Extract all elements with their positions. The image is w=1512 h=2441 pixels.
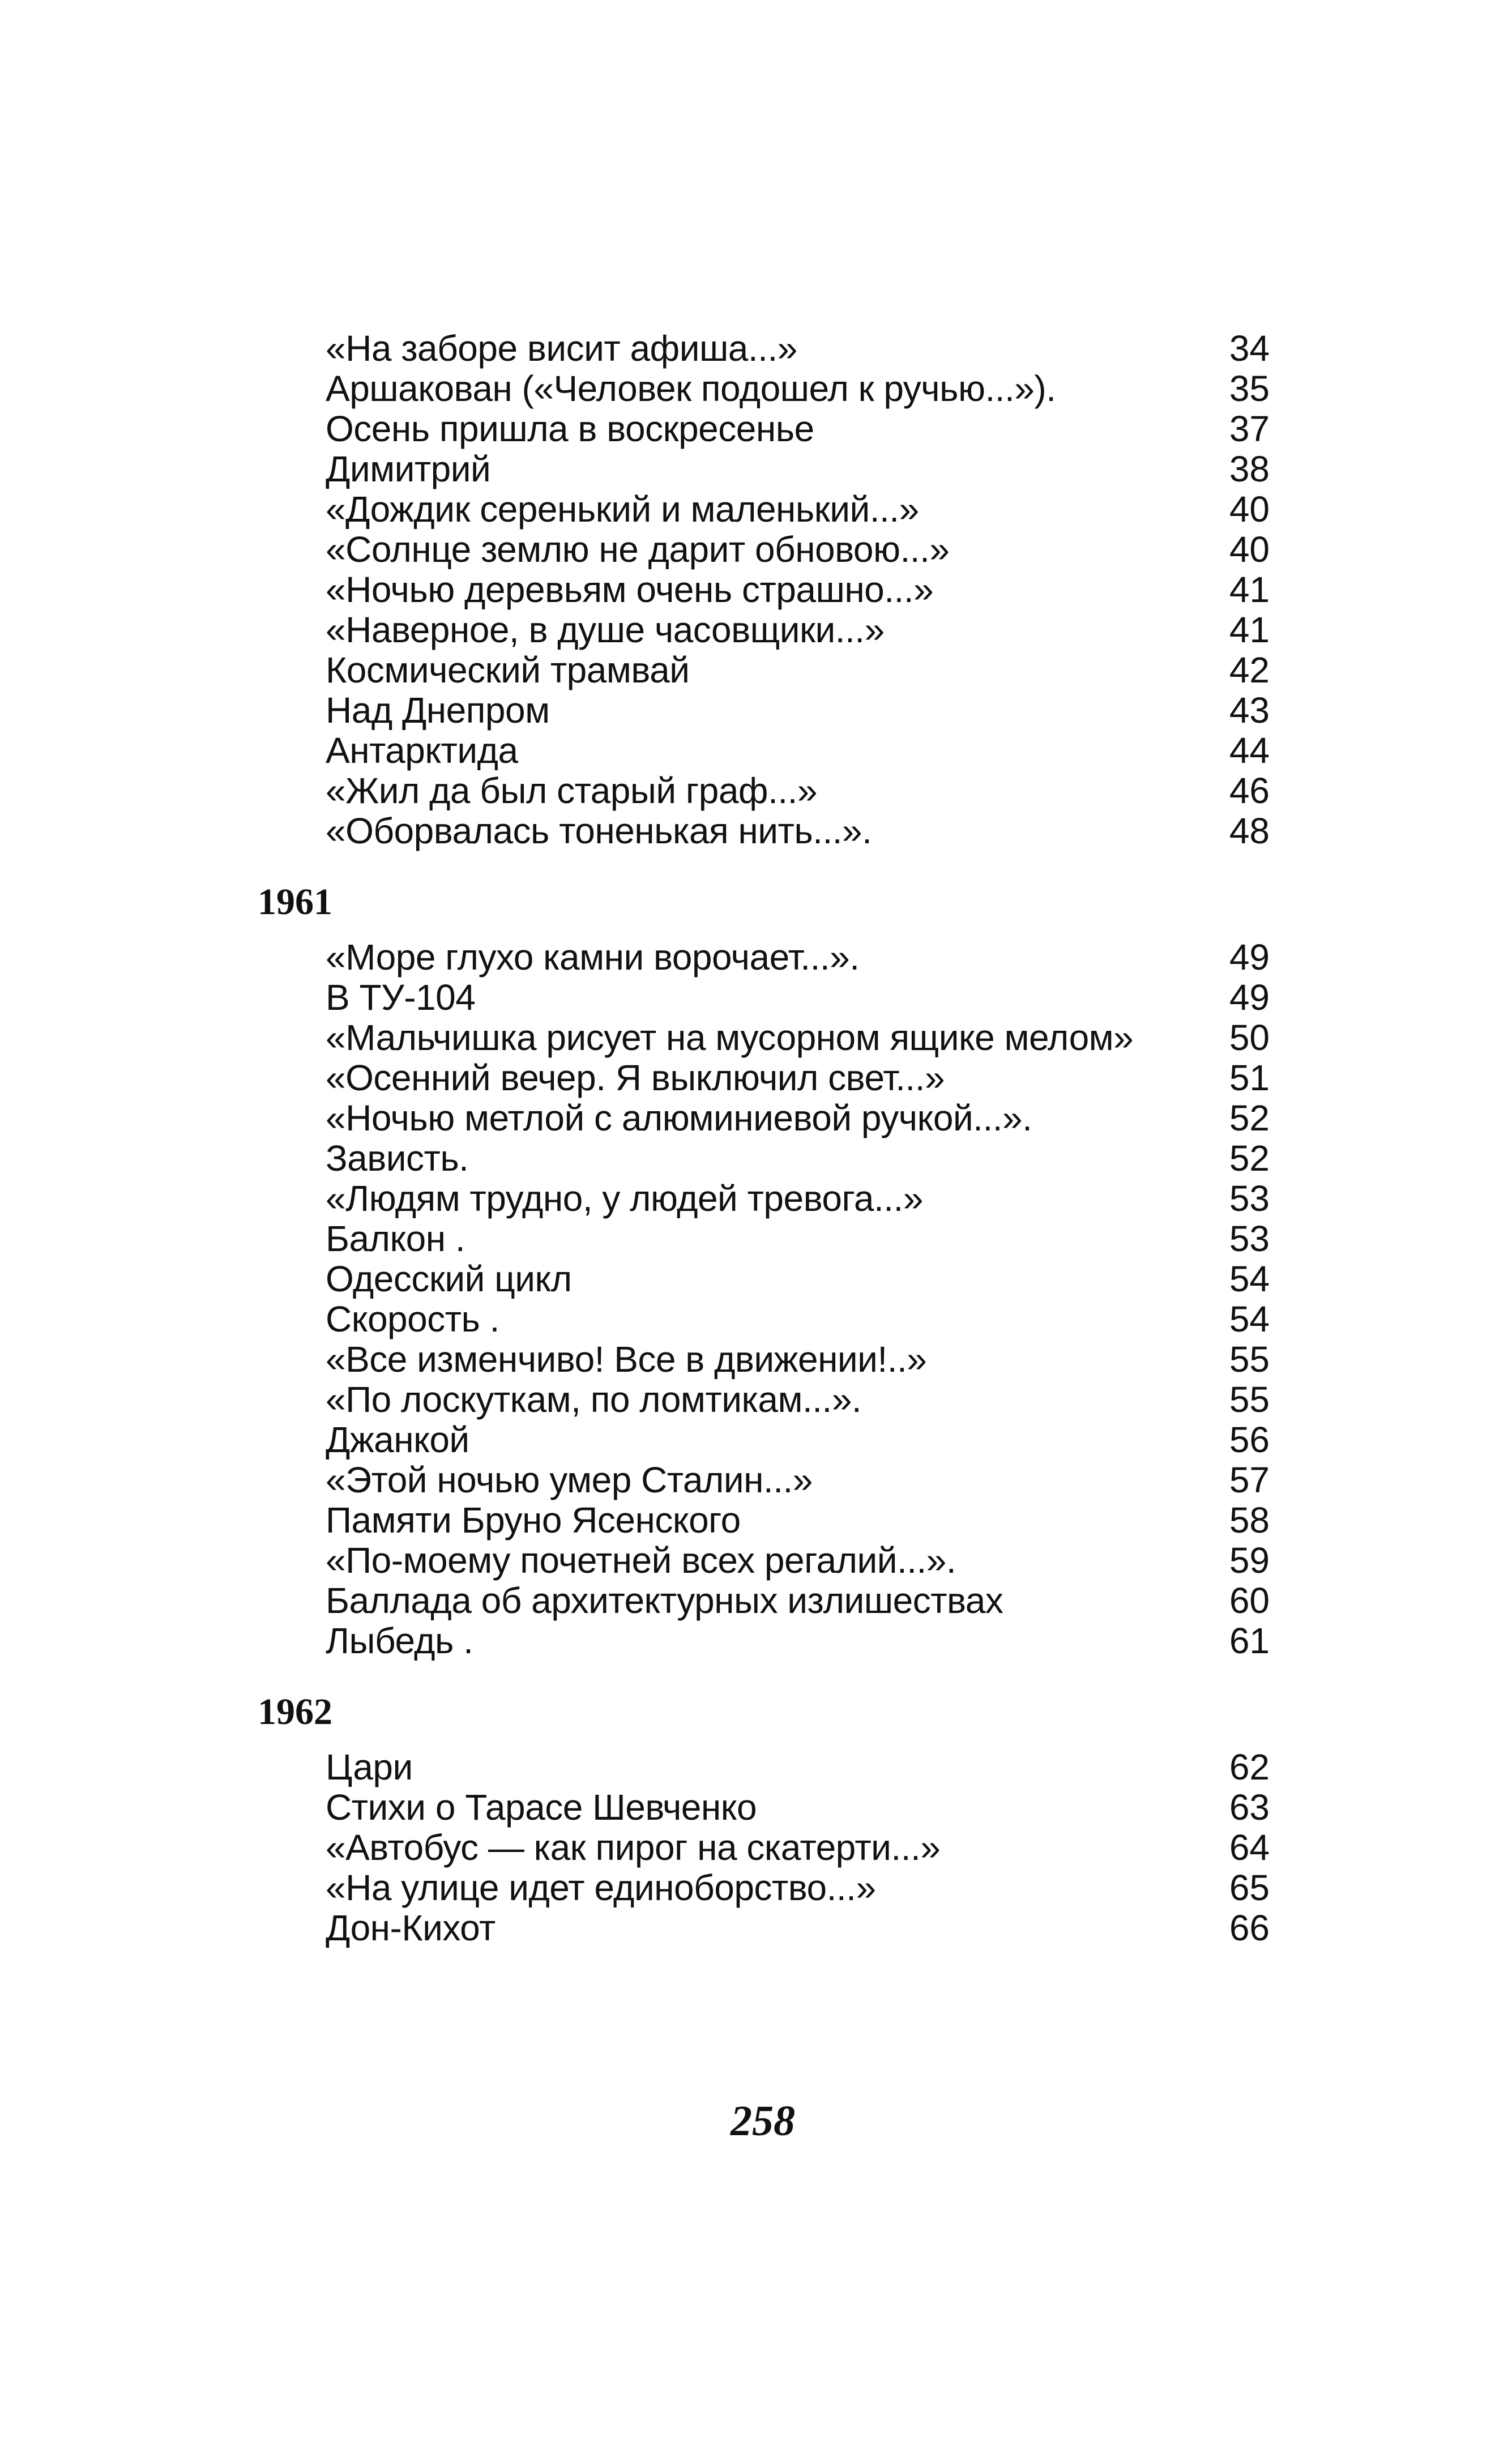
toc-entry	[0, 1380, 1512, 1420]
toc-entry-title: «По-моему почетней всех регалий...».	[326, 1540, 956, 1581]
toc-section-continued	[0, 328, 1512, 851]
toc-entry-page: 61	[1229, 1620, 1270, 1661]
toc-entry-page: 54	[1229, 1258, 1270, 1299]
toc-entry-title: «Солнце землю не дарит обновою...»	[326, 529, 950, 570]
toc-entry	[0, 650, 1512, 690]
toc-entry-title: «Этой ночью умер Сталин...»	[326, 1460, 813, 1500]
toc-entry-title: Антарктида	[326, 730, 518, 771]
toc-entry-title: «Море глухо камни ворочает...».	[326, 937, 860, 978]
toc-entry	[0, 1621, 1512, 1661]
toc-entry-title: «По лоскуткам, по ломтикам...».	[326, 1379, 862, 1420]
toc-entry	[0, 1868, 1512, 1908]
toc-entry	[0, 530, 1512, 570]
toc-entry-page: 63	[1229, 1787, 1270, 1828]
toc-entry	[0, 1259, 1512, 1299]
toc-entry	[0, 489, 1512, 530]
toc-entry-page: 34	[1229, 328, 1270, 369]
toc-entry	[0, 1098, 1512, 1138]
toc-entry-page: 53	[1229, 1178, 1270, 1219]
toc-entry-page: 56	[1229, 1419, 1270, 1460]
toc-entry	[0, 771, 1512, 811]
toc-entry-page: 44	[1229, 730, 1270, 771]
toc-entry	[0, 1179, 1512, 1219]
toc-entry-title: «Ночью метлой с алюминиевой ручкой...».	[326, 1098, 1032, 1138]
toc-entry-title: Осень пришла в воскресенье	[326, 408, 814, 449]
toc-entry-page: 50	[1229, 1017, 1270, 1058]
toc-entry	[0, 1787, 1512, 1828]
toc-entry-title: Зависть.	[326, 1138, 469, 1179]
toc-entry-page: 58	[1229, 1500, 1270, 1540]
toc-entry	[0, 1828, 1512, 1868]
toc-entry-page: 52	[1229, 1138, 1270, 1179]
toc-entry-page: 41	[1229, 609, 1270, 650]
toc-entry-title: Стихи о Тарасе Шевченко	[326, 1787, 757, 1828]
toc-entry	[0, 369, 1512, 409]
toc-entry-page: 49	[1229, 977, 1270, 1018]
toc-entry	[0, 978, 1512, 1018]
toc-entry-page: 54	[1229, 1299, 1270, 1339]
toc-entry-page: 35	[1229, 368, 1270, 409]
toc-entry	[0, 690, 1512, 731]
toc-entry	[0, 449, 1512, 489]
toc-entry-page: 42	[1229, 650, 1270, 690]
toc-entry-page: 40	[1229, 529, 1270, 570]
toc-entry-title: «Ночью деревьям очень страшно...»	[326, 569, 934, 610]
toc-entry-title: Аршакован («Человек подошел к ручью...»).	[326, 368, 1056, 409]
toc-entry-page: 55	[1229, 1339, 1270, 1380]
toc-entry-page: 60	[1229, 1580, 1270, 1621]
toc-entry-title: «Жил да был старый граф...»	[326, 770, 817, 811]
toc-entry-page: 52	[1229, 1098, 1270, 1138]
toc-entry-title: «Оборвалась тоненькая нить...».	[326, 810, 872, 851]
toc-entry-page: 37	[1229, 408, 1270, 449]
toc-entry-title: Памяти Бруно Ясенского	[326, 1500, 741, 1540]
toc-entry-title: «На заборе висит афиша...»	[326, 328, 797, 369]
toc-entry-page: 43	[1229, 690, 1270, 731]
toc-entry	[0, 409, 1512, 449]
toc-entry-title: Одесский цикл	[326, 1258, 572, 1299]
toc-entry-page: 55	[1229, 1379, 1270, 1420]
toc-entry-title: «На улице идет единоборство...»	[326, 1867, 876, 1908]
toc-entry-page: 59	[1229, 1540, 1270, 1581]
toc-entry-title: Баллада об архитектурных излишествах	[326, 1580, 1003, 1621]
toc-entry-page: 46	[1229, 770, 1270, 811]
toc-entry	[0, 328, 1512, 369]
toc-entry-page: 49	[1229, 937, 1270, 978]
toc-entry-title: «Дождик серенький и маленький...»	[326, 489, 919, 530]
year-heading-1961: 1961	[258, 881, 332, 923]
toc-entry-title: Космический трамвай	[326, 650, 690, 690]
toc-entry	[0, 811, 1512, 851]
toc-entry-page: 66	[1229, 1907, 1270, 1948]
toc-entry	[0, 1908, 1512, 1948]
toc-entry	[0, 1138, 1512, 1179]
toc-entry-title: Дон-Кихот	[326, 1907, 496, 1948]
toc-entry	[0, 1540, 1512, 1581]
toc-entry-page: 53	[1229, 1218, 1270, 1259]
toc-entry-title: «Людям трудно, у людей тревога...»	[326, 1178, 923, 1219]
toc-entry-title: Цари	[326, 1747, 413, 1787]
toc-entry-title: «Осенний вечер. Я выключил свет...»	[326, 1057, 945, 1098]
toc-entry-page: 57	[1229, 1460, 1270, 1500]
toc-entry	[0, 610, 1512, 650]
toc-entry-title: Над Днепром	[326, 690, 550, 731]
toc-entry	[0, 1058, 1512, 1098]
toc-entry	[0, 570, 1512, 610]
toc-entry-page: 40	[1229, 489, 1270, 530]
toc-entry-title: Лыбедь .	[326, 1620, 473, 1661]
toc-entry	[0, 1339, 1512, 1380]
toc-entry-page: 38	[1229, 449, 1270, 489]
toc-entry-page: 48	[1229, 810, 1270, 851]
toc-entry-title: «Мальчишка рисует на мусорном ящике мелом»	[326, 1017, 1134, 1058]
toc-entry-title: «Все изменчиво! Все в движении!..»	[326, 1339, 927, 1380]
toc-section-1962	[0, 1747, 1512, 1948]
toc-section-1961	[0, 937, 1512, 1661]
toc-entry	[0, 1500, 1512, 1540]
toc-entry	[0, 937, 1512, 978]
toc-entry-page: 65	[1229, 1867, 1270, 1908]
toc-entry-title: «Наверное, в душе часовщики...»	[326, 609, 885, 650]
toc-entry-title: В ТУ-104	[326, 977, 476, 1018]
toc-entry-page: 41	[1229, 569, 1270, 610]
toc-entry-page: 51	[1229, 1057, 1270, 1098]
toc-entry-title: Скорость .	[326, 1299, 499, 1339]
toc-entry-page: 62	[1229, 1747, 1270, 1787]
toc-entry-title: «Автобус — как пирог на скатерти...»	[326, 1827, 941, 1868]
toc-entry	[0, 1747, 1512, 1787]
toc-entry	[0, 1581, 1512, 1621]
year-heading-1962: 1962	[258, 1691, 332, 1732]
page-number: 258	[731, 2097, 795, 2145]
toc-entry	[0, 731, 1512, 771]
toc-entry-page: 64	[1229, 1827, 1270, 1868]
toc-entry	[0, 1420, 1512, 1460]
toc-entry-title: Димитрий	[326, 449, 491, 489]
toc-entry	[0, 1299, 1512, 1339]
toc-entry-title: Джанкой	[326, 1419, 469, 1460]
toc-entry-title: Балкон .	[326, 1218, 465, 1259]
toc-entry	[0, 1018, 1512, 1058]
toc-entry	[0, 1460, 1512, 1500]
toc-entry	[0, 1219, 1512, 1259]
